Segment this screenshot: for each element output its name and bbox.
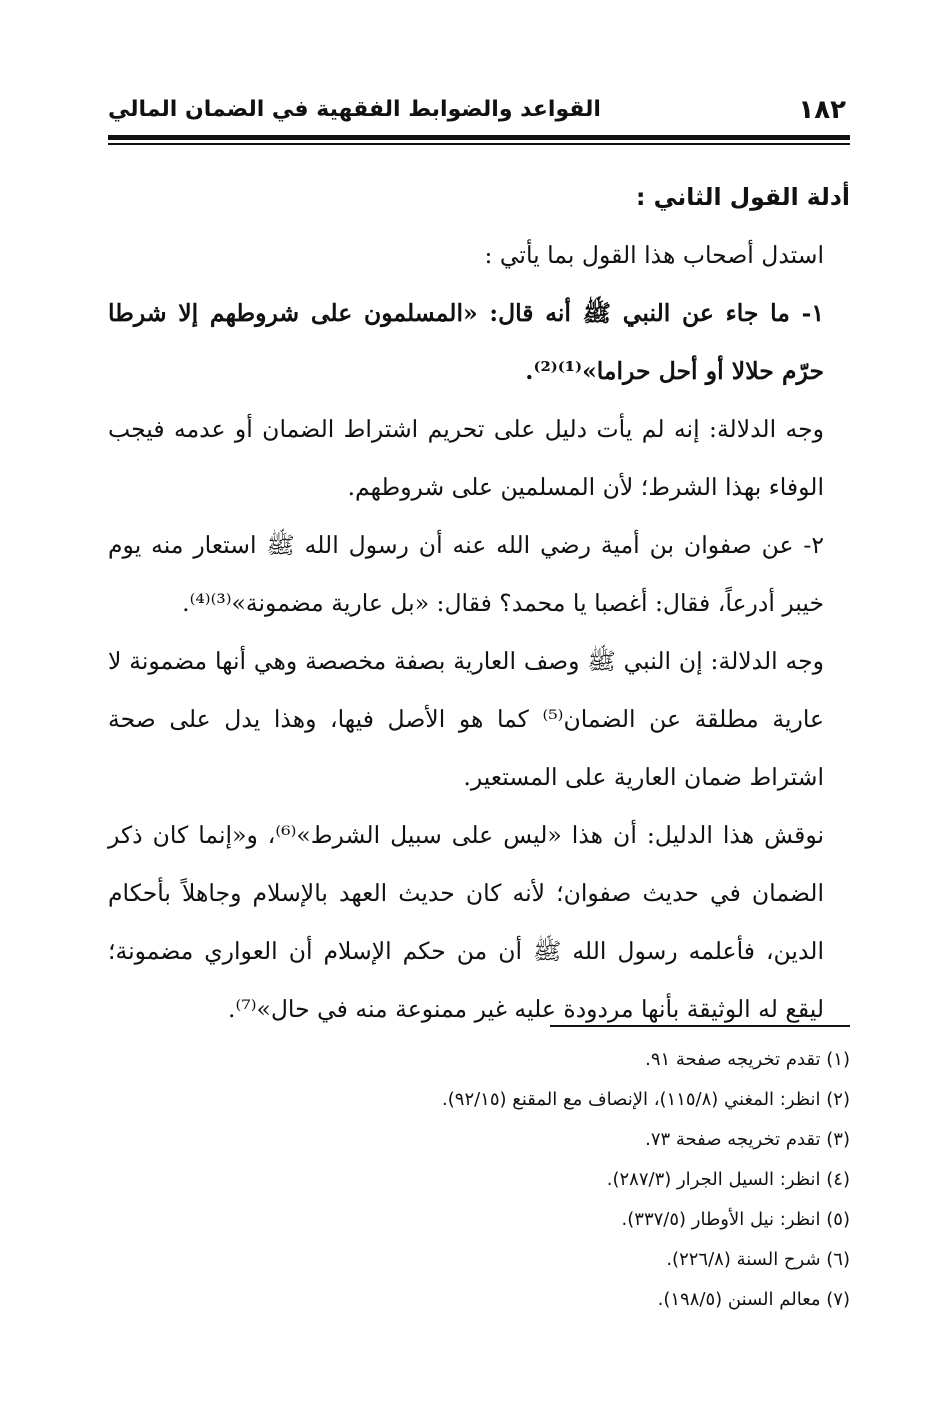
main-text: [108, 168, 850, 1038]
page-header: [108, 95, 850, 135]
intro-paragraph: استدل أصحاب هذا القول بما يأتي :: [484, 241, 824, 269]
page-number: ١٨٢: [798, 95, 846, 125]
header-rule-thick: [108, 135, 850, 140]
book-page: [108, 0, 850, 1403]
header-rule-thin: [108, 143, 850, 145]
running-title: القواعد والضوابط الفقهية في الضمان المالي: [108, 97, 601, 122]
footnote-5: (٥) انظر: نيل الأوطار (٣٣٧/٥).: [621, 1209, 850, 1230]
evidence-2-reasoning: وجه الدلالة: إن النبي ﷺ وصف العارية بصفة مخصصة وهي أنها مضمونة لا عارية مطلقة عن الضمان⁽⁵⁾ كما هو الأصل فيها، وهذا يدل على صحة اشتراط ضمان العارية على المستعير.: [108, 647, 825, 791]
discussion-paragraph: نوقش هذا الدليل: أن هذا «ليس على سبيل الشرط»⁽⁶⁾، و«إنما كان ذكر الضمان في حديث صفوان؛ لأنه كان حديث العهد بالإسلام وجاهلاً بأحكام الدين، فأعلمه رسول الله ﷺ أن من حكم الإسلام أن العواري مضمونة؛ ليقع له الوثيقة بأنها مردودة عليه غير ممنوعة منه في حال»⁽⁷⁾.: [108, 821, 824, 1023]
footnote-2: (٢) انظر: المغني (١١٥/٨)، الإنصاف مع المقنع (٩٢/١٥).: [442, 1089, 850, 1110]
section-heading: أدلة القول الثاني :: [636, 183, 850, 211]
footnote-4: (٤) انظر: السيل الجرار (٢٨٧/٣).: [606, 1169, 850, 1190]
footnotes: [108, 1040, 850, 1320]
footnote-separator: [550, 1025, 850, 1027]
footnote-6: (٦) شرح السنة (٢٢٦/٨).: [666, 1249, 850, 1270]
evidence-2-paragraph: ٢- عن صفوان بن أمية رضي الله عنه أن رسول الله ﷺ استعار منه يوم خيبر أدرعاً، فقال: أغصبا يا محمد؟ فقال: «بل عارية مضمونة»⁽³⁾⁽⁴⁾.: [108, 531, 824, 617]
footnote-7: (٧) معالم السنن (١٩٨/٥).: [657, 1289, 850, 1310]
footnote-1: (١) تقدم تخريجه صفحة ٩١.: [645, 1049, 850, 1070]
evidence-1-paragraph: ١- ما جاء عن النبي ﷺ أنه قال: «المسلمون على شروطهم إلا شرطا حرّم حلالا أو أحل حراما»⁽¹⁾⁽²⁾.: [108, 299, 824, 385]
footnote-3: (٣) تقدم تخريجه صفحة ٧٣.: [645, 1129, 850, 1150]
evidence-1-reasoning: وجه الدلالة: إنه لم يأت دليل على تحريم اشتراط الضمان أو عدمه فيجب الوفاء بهذا الشرط؛ لأن المسلمين على شروطهم.: [108, 415, 824, 501]
